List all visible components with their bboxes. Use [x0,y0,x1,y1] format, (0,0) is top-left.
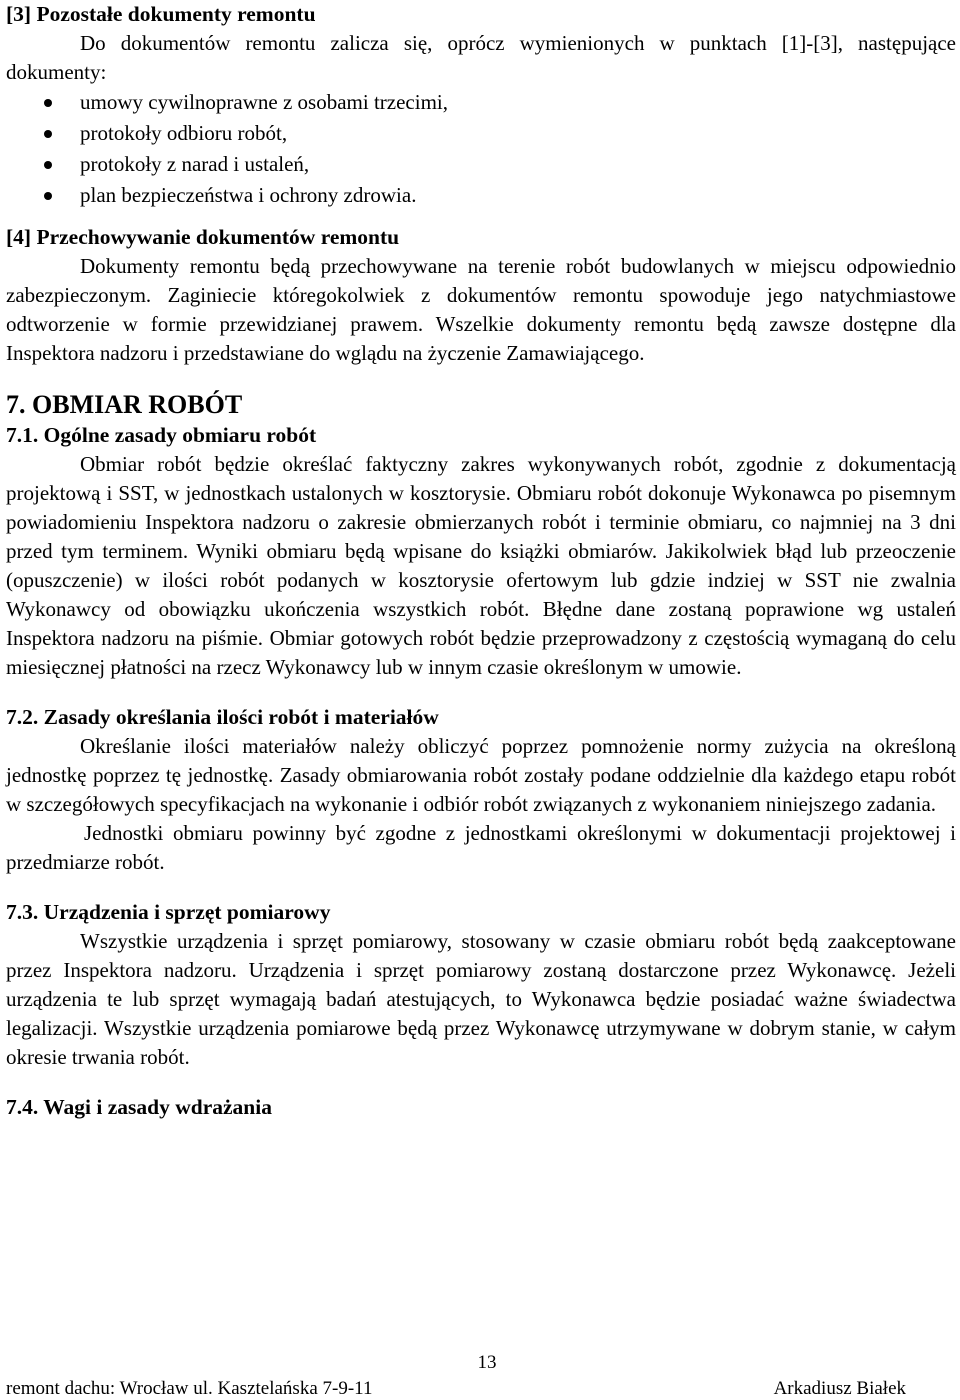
list-item [6,87,956,118]
list-item-text: protokoły z narad i ustaleń, [80,152,310,176]
footer-project: remont dachu: Wrocław ul. Kasztelańska 7-9-11 [6,1378,373,1399]
section-heading: 7.4. Wagi i zasady wdrażania [6,1095,272,1119]
chapter-title: 7. OBMIAR ROBÓT [6,390,243,419]
footer-author: Arkadiusz Białek [773,1378,906,1399]
list-item-text: protokoły odbioru robót, [80,121,288,145]
section-paragraph: Do dokumentów remontu zalicza się, oprócz wymienionych w punktach [1]-[3], następujące dokumenty: [6,31,956,84]
list-item-text: umowy cywilnoprawne z osobami trzecimi, [80,90,448,114]
section-paragraph: Określanie ilości materiałów należy obliczyć poprzez pomnożenie normy zużycia na określoną jednostkę poprzez tę jednostkę. Zasady obmiarowania robót zostały podane oddzielnie dla każdego etapu robót w szczegółowych specyfikacjach na wykonanie i odbiór robót związanych z wykonaniem niniejszego zadania. [6,734,956,816]
section-heading: 7.3. Urządzenia i sprzęt pomiarowy [6,900,331,924]
bullet-list [6,87,956,211]
list-item [6,180,956,211]
document-page [6,0,956,1122]
list-item [6,149,956,180]
page-number: 13 [477,1352,497,1373]
list-item [6,118,956,149]
list-item-text: plan bezpieczeństwa i ochrony zdrowia. [80,183,417,207]
section-heading: 7.2. Zasady określania ilości robót i materiałów [6,705,439,729]
bullet-icon [44,130,52,138]
bullet-icon [44,161,52,169]
section-heading: 7.1. Ogólne zasady obmiaru robót [6,423,317,447]
bullet-icon [44,192,52,200]
section-paragraph: Jednostki obmiaru powinny być zgodne z jednostkami określonymi w dokumentacji projektowej i przedmiarze robót. [6,821,956,874]
section-paragraph: Dokumenty remontu będą przechowywane na terenie robót budowlanych w miejscu odpowiednio zabezpieczonym. Zaginiecie któregokolwiek z dokumentów remontu spowoduje jego natychmiastowe odtworzenie w formie przewidzianej prawem. Wszelkie dokumenty remontu będą zawsze dostępne dla Inspektora nadzoru i przedstawiane do wglądu na życzenie Zamawiającego. [6,254,956,365]
section-heading: [4] Przechowywanie dokumentów remontu [6,225,400,249]
bullet-icon [44,99,52,107]
section-paragraph: Obmiar robót będzie określać faktyczny zakres wykonywanych robót, zgodnie z dokumentacją projektową i SST, w jednostkach ustalonych w kosztorysie. Obmiaru robót dokonuje Wykonawca po pisemnym powiadomieniu Inspektora nadzoru o zakresie obmierzanych robót i terminie obmiaru, co najmniej na 3 dni przed tym terminem. Wyniki obmiaru będą wpisane do książki obmiarów. Jakikolwiek błąd lub przeoczenie (opuszczenie) w ilości robót podanych w kosztorysie ofertowym lub gdzie indziej w SST nie zwalnia Wykonawcy od obowiązku ukończenia wszystkich robót. Błędne dane zostaną poprawione wg ustaleń Inspektora nadzoru na piśmie. Obmiar gotowych robót będzie przeprowadzony z częstością wymaganą do celu miesięcznej płatności na rzecz Wykonawcy lub w innym czasie określonym w umowie. [6,452,956,679]
section-heading: [3] Pozostałe dokumenty remontu [6,2,316,26]
section-paragraph: Wszystkie urządzenia i sprzęt pomiarowy, stosowany w czasie obmiaru robót będą zaakceptowane przez Inspektora nadzoru. Urządzenia i sprzęt pomiarowy zostaną dostarczone przez Wykonawcę. Jeżeli urządzenia te lub sprzęt wymagają badań atestujących, to Wykonawca będzie posiadać ważne świadectwa legalizacji. Wszystkie urządzenia pomiarowe będą przez Wykonawcę utrzymywane w dobrym stanie, w całym okresie trwania robót. [6,929,956,1069]
